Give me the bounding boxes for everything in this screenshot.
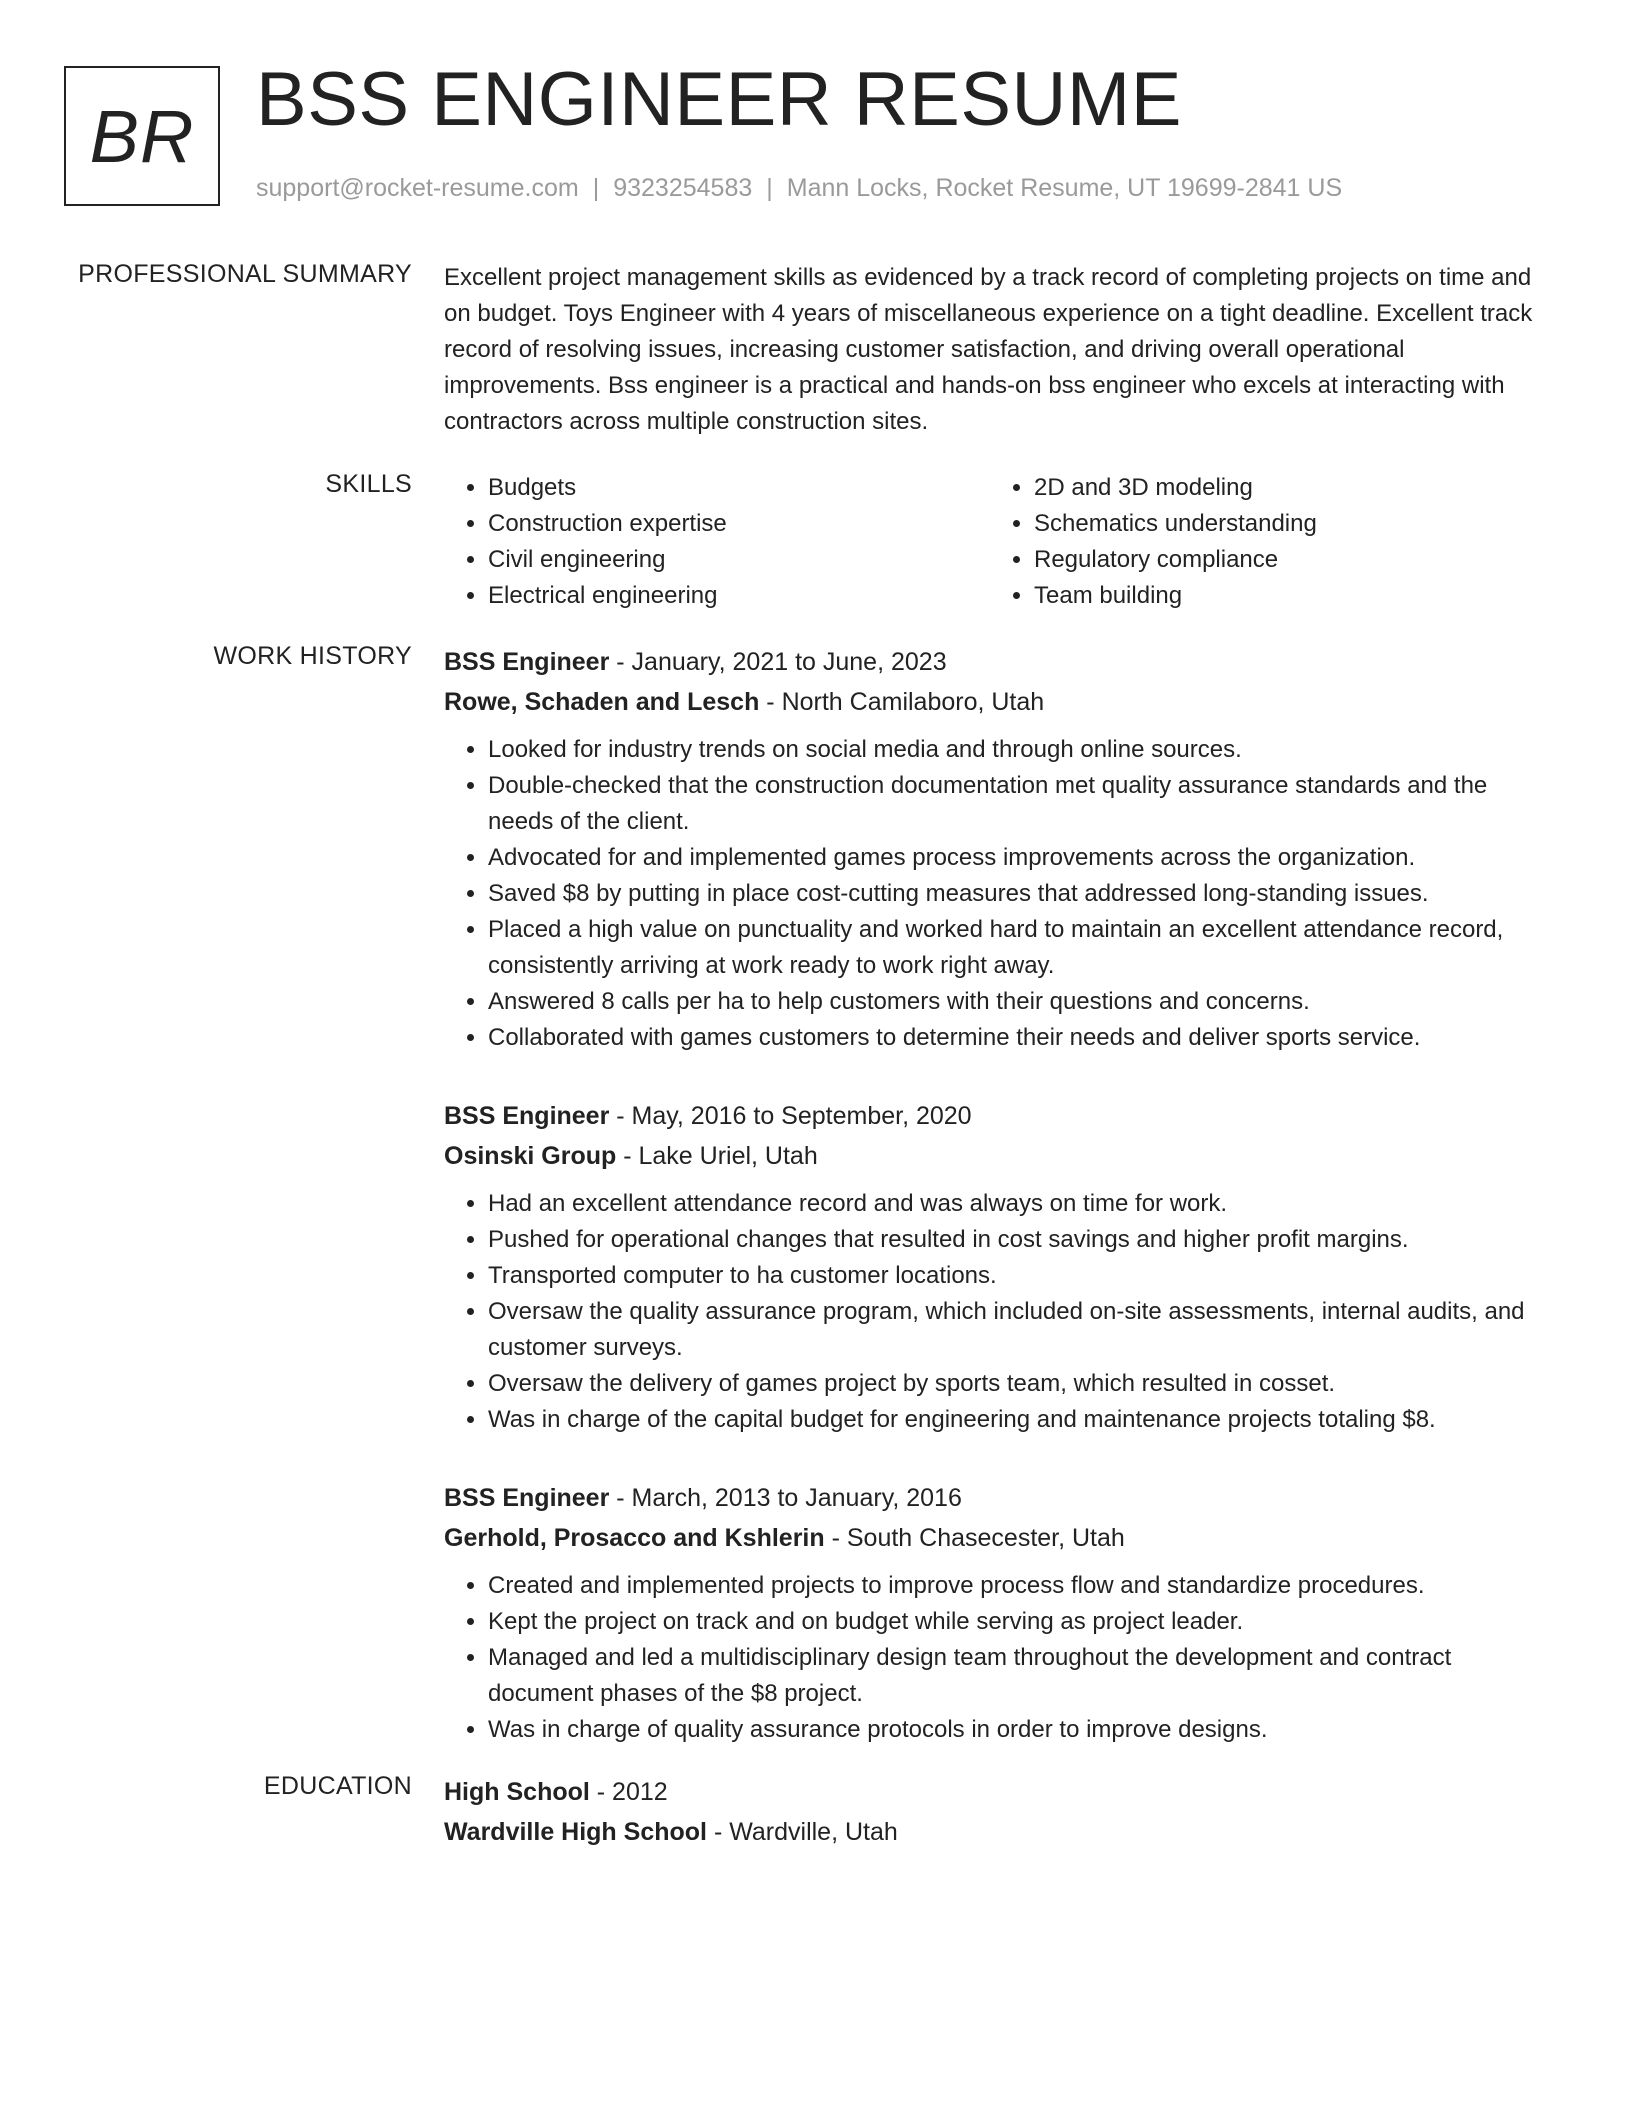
job-title: BSS Engineer (444, 648, 610, 676)
job-bullet: • Transported computer to ha customer locations. (488, 1258, 1556, 1294)
job-bullet: • Kept the project on track and on budget while serving as project leader. (488, 1604, 1556, 1640)
education-degree: High School (444, 1778, 590, 1806)
job-dates: - March, 2013 to January, 2016 (609, 1484, 962, 1512)
job-company-line (444, 1136, 1556, 1176)
skill-item: • Civil engineering (488, 542, 990, 578)
initials-monogram: BR (64, 66, 220, 206)
job-bullets (444, 732, 1556, 1056)
section-label-work-history: WORK HISTORY (213, 642, 412, 670)
job-bullets (444, 1186, 1556, 1438)
section-label-summary: PROFESSIONAL SUMMARY (78, 260, 412, 288)
job-title-line (444, 1478, 1556, 1518)
job-bullet: • Pushed for operational changes that resulted in cost savings and higher profit margins. (488, 1222, 1556, 1258)
summary-text: Excellent project management skills as evidenced by a track record of completing projects on time and on budget. Toys Engineer with 4 years of miscellaneous experience on a tight deadline. Excellent track record of resolving issues, increasing customer satisfaction, and driving overall operational improvements. Bss engineer is a practical and hands-on bss engineer who excels at interacting with contractors across multiple construction sites. (444, 264, 1533, 435)
job-bullet: • Saved $8 by putting in place cost-cutting measures that addressed long-standing issues. (488, 876, 1556, 912)
job-bullet: • Placed a high value on punctuality and worked hard to maintain an excellent attendance record, consistently arriving at work ready to work right away. (488, 912, 1556, 984)
job-bullet: • Managed and led a multidisciplinary design team throughout the development and contract document phases of the $8 project. (488, 1640, 1556, 1712)
contact-separator: | (766, 174, 773, 202)
job-bullet: • Double-checked that the construction documentation met quality assurance standards and the needs of the client. (488, 768, 1556, 840)
skill-item: • Regulatory compliance (1034, 542, 1536, 578)
job-bullet: • Had an excellent attendance record and was always on time for work. (488, 1186, 1556, 1222)
job-bullet: • Created and implemented projects to improve process flow and standardize procedures. (488, 1568, 1556, 1604)
skill-item: • Electrical engineering (488, 578, 990, 614)
job-company-line (444, 1518, 1556, 1558)
job-title-line (444, 1096, 1556, 1136)
skill-item: • Schematics understanding (1034, 506, 1536, 542)
job-company-line (444, 682, 1556, 722)
contact-separator: | (592, 174, 600, 202)
job-bullet: • Oversaw the delivery of games project by sports team, which resulted in cosset. (488, 1366, 1556, 1402)
job-bullets (444, 1568, 1556, 1748)
section-label-education: EDUCATION (263, 1772, 412, 1800)
job-bullet: • Answered 8 calls per ha to help customers with their questions and concerns. (488, 984, 1556, 1020)
job-company: Rowe, Schaden and Lesch (444, 688, 760, 716)
contact-line (256, 174, 1342, 203)
contact-address: Mann Locks, Rocket Resume, UT 19699-2841 US (786, 174, 1343, 202)
skill-item: • Budgets (488, 470, 990, 506)
skill-item: • Team building (1034, 578, 1536, 614)
job-title: BSS Engineer (444, 1484, 610, 1512)
job-dates: - May, 2016 to September, 2020 (609, 1102, 972, 1130)
job-bullet: • Advocated for and implemented games process improvements across the organization. (488, 840, 1556, 876)
job-dates: - January, 2021 to June, 2023 (609, 648, 947, 676)
job-company: Osinski Group (444, 1142, 617, 1170)
education-degree-line (444, 1772, 1556, 1812)
job-bullet: • Oversaw the quality assurance program, which included on-site assessments, internal audits, and customer surveys. (488, 1294, 1556, 1366)
skill-item: • 2D and 3D modeling (1034, 470, 1536, 506)
job-location: - Lake Uriel, Utah (616, 1142, 818, 1170)
job-location: - North Camilaboro, Utah (759, 688, 1045, 716)
contact-email: support@rocket-resume.com (256, 174, 579, 202)
skill-item: • Construction expertise (488, 506, 990, 542)
job-title-line (444, 642, 1556, 682)
job-bullet: • Was in charge of the capital budget for engineering and maintenance projects totaling $8. (488, 1402, 1556, 1438)
job-entry (444, 642, 1556, 1056)
job-company: Gerhold, Prosacco and Kshlerin (444, 1524, 825, 1552)
education-location: - Wardville, Utah (707, 1818, 898, 1846)
job-bullet: • Was in charge of quality assurance protocols in order to improve designs. (488, 1712, 1556, 1748)
job-entry (444, 1478, 1556, 1748)
contact-phone: 9323254583 (613, 174, 753, 202)
education-school-line (444, 1812, 1556, 1852)
section-label-skills: SKILLS (325, 470, 412, 498)
skills-list-left (444, 470, 990, 614)
job-location: - South Chasecester, Utah (824, 1524, 1125, 1552)
education-year: - 2012 (589, 1778, 668, 1806)
job-title: BSS Engineer (444, 1102, 610, 1130)
education-school: Wardville High School (444, 1818, 707, 1846)
job-bullet: • Looked for industry trends on social media and through online sources. (488, 732, 1556, 768)
skills-list-right (990, 470, 1536, 614)
resume-title: BSS ENGINEER RESUME (256, 57, 1182, 142)
job-bullet: • Collaborated with games customers to determine their needs and deliver sports service. (488, 1020, 1556, 1056)
job-entry (444, 1096, 1556, 1438)
